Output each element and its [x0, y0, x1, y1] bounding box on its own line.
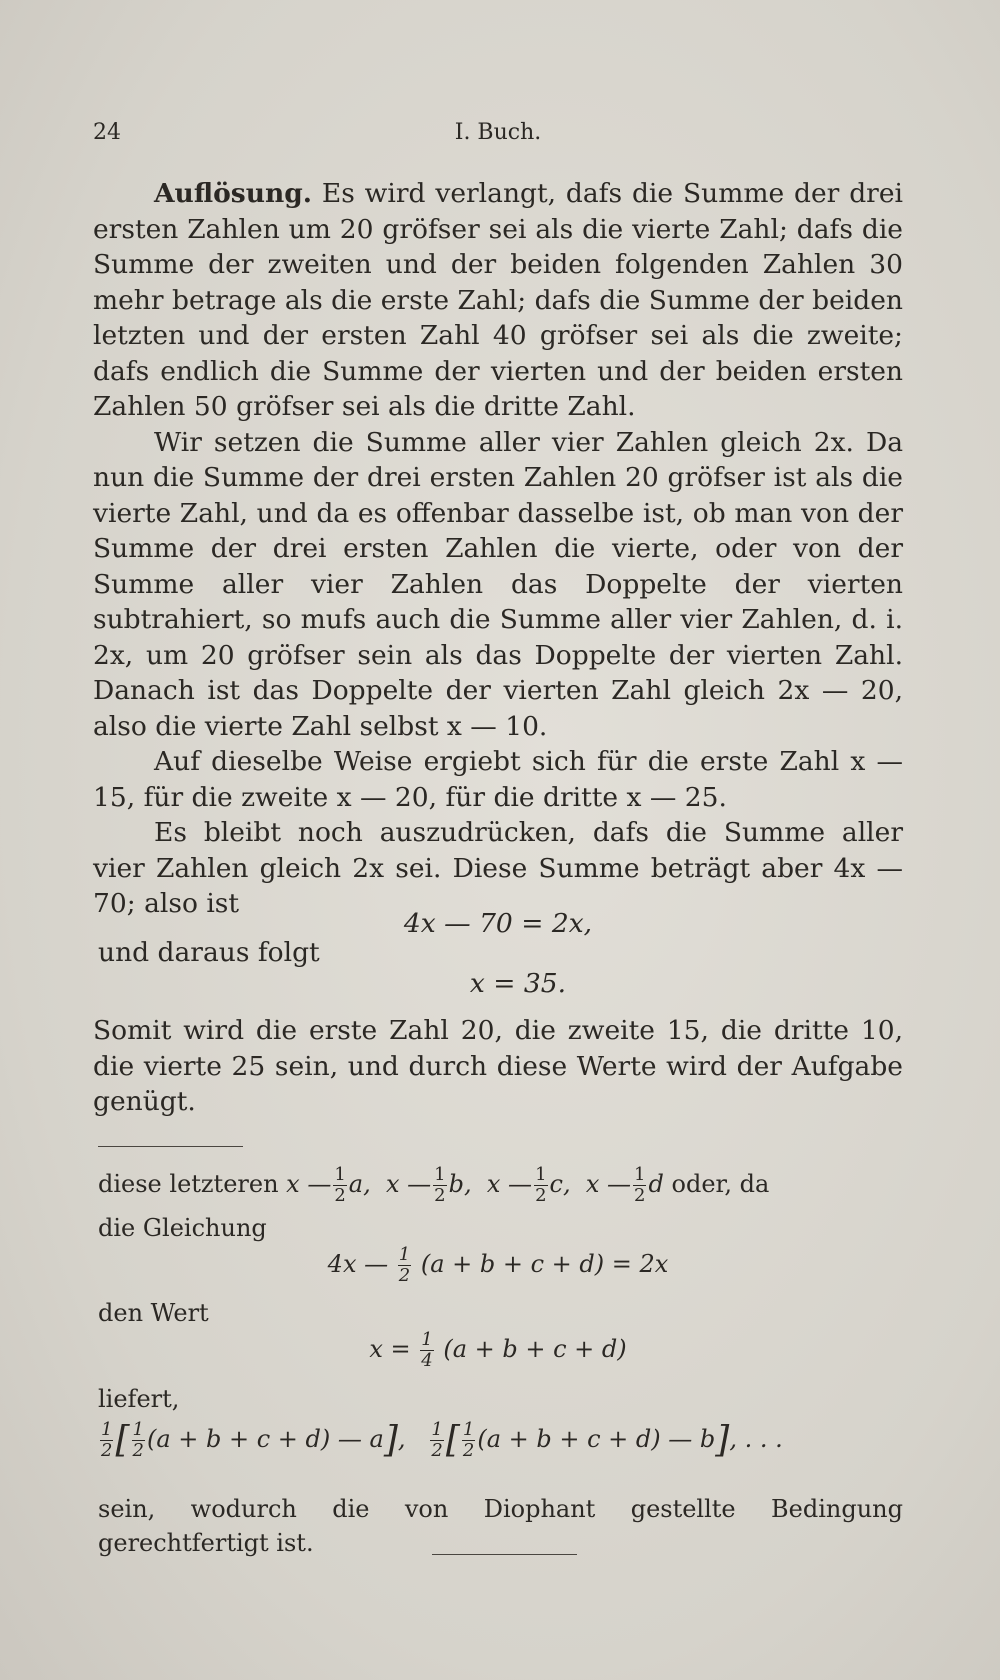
page-header [93, 120, 903, 156]
paragraph-5: Somit wird die erste Zahl 20, die zweite 15, die dritte 10, die vierte 25 sein, und durch diese Werte wird der Aufgabe genügt. [93, 1015, 903, 1117]
footnote-line1-end: oder, da [671, 1170, 770, 1198]
fraction-half: $\frac{1}{2}$ [334, 1164, 346, 1206]
footnote-equation-3: $\frac{1}{2}$ [ $\frac{1}{2}$ (a + b + c + d) — a], $\frac{1}{2}$ [ $\frac{1}{2}$ (a + b + c + d) — b], . . . [101, 1419, 783, 1461]
fraction-half: $\frac{1}{2}$ [431, 1419, 443, 1461]
equation-1: 4x — 70 = 2x, [403, 908, 593, 939]
end-rule [432, 1554, 577, 1555]
fraction-quarter: $\frac{1}{4}$ [421, 1329, 433, 1371]
fraction-half: $\frac{1}{2}$ [101, 1419, 113, 1461]
paragraph-1-body: Es wird verlangt, dafs die Summe der drei ersten Zahlen um 20 gröfser sei als die vierte Zahl; dafs die Summe der zweiten und der beiden folgenden Zahlen 30 mehr betrage als die erste Zahl; dafs die Summe der beiden letzten und der ersten Zahl 40 gröfser sei als die zweite; dafs endlich die Summe der vierten und der beiden ersten Zahlen 50 gröfser sei als die dritte Zahl. [93, 178, 903, 422]
fraction-half: $\frac{1}{2}$ [535, 1164, 547, 1206]
footnote-eq2-rhs: (a + b + c + d) [443, 1335, 627, 1363]
footnote-eq3-tail: , . . . [729, 1425, 783, 1453]
aufloesung-label: Auflösung. [154, 178, 312, 209]
footnote-equation-2 [93, 1330, 903, 1371]
footnote-eq1-lhs: 4x — [327, 1250, 389, 1278]
fraction-half: $\frac{1}{2}$ [132, 1419, 144, 1461]
equation-2: x = 35. [469, 968, 567, 999]
paragraph-4: Es bleibt noch auszudrücken, dafs die Summe aller vier Zahlen gleich 2x sei. Diese Summe beträgt aber 4x — 70; also ist [93, 817, 903, 919]
running-title: I. Buch. [454, 120, 542, 145]
footnote-eq2-lhs: x = [369, 1335, 411, 1363]
footnote-eq3-part1: (a + b + c + d) — a [146, 1425, 384, 1453]
fraction-half: $\frac{1}{2}$ [462, 1419, 475, 1461]
liefert-label: liefert, [98, 1385, 180, 1413]
den-wert-label: den Wert [98, 1299, 209, 1327]
footnote-line-1: diese letzteren x — $\frac{1}{2}$ a, x — $\frac{1}{2}$ b, x — $\frac{1}{2}$ c, x — $\frac{1}{2}$ d oder, da [98, 1164, 770, 1206]
main-text [93, 176, 903, 922]
footnote-line1-start: diese letzteren [98, 1170, 287, 1198]
footnote-eq3-part2: (a + b + c + d) — b [477, 1425, 716, 1453]
footnote-separator [98, 1146, 243, 1147]
daraus-folgt-label: und daraus folgt [98, 937, 320, 968]
paragraph-5-block [93, 1013, 903, 1120]
paragraph-2: Wir setzen die Summe aller vier Zahlen gleich 2x. Da nun die Summe der drei ersten Zahlen 20 gröfser ist als die vierte Zahl, und da es offenbar dasselbe ist, ob man von der Summe der drei ersten Zahlen die vierte, oder von der Summe aller vier Zahlen das Doppelte der vierten subtrahiert, so mufs auch die Summe aller vier Zahlen, d. i. 2x, um 20 gröfser sein als das Doppelte der vierten Zahl. Danach ist das Doppelte der vierten Zahl gleich 2x — 20, also die vierte Zahl selbst x — 10. [93, 426, 903, 742]
footnote-equation-1 [93, 1245, 903, 1286]
paragraph-3: Auf dieselbe Weise ergiebt sich für die erste Zahl x — 15, für die zweite x — 20, für die dritte x — 25. [93, 746, 903, 813]
fraction-half: $\frac{1}{2}$ [634, 1164, 646, 1206]
footnote-line-2: die Gleichung [98, 1214, 267, 1242]
fraction-half: $\frac{1}{2}$ [398, 1244, 411, 1286]
paragraph-aufloesung [93, 176, 903, 425]
page-number: 24 [93, 120, 121, 145]
fraction-half: $\frac{1}{2}$ [434, 1164, 446, 1206]
footnote-closing: sein, wodurch die von Diophant gestellte Bedingung gerechtfertigt ist. [98, 1495, 903, 1557]
footnote-eq1-rhs: (a + b + c + d) = 2x [420, 1250, 669, 1278]
